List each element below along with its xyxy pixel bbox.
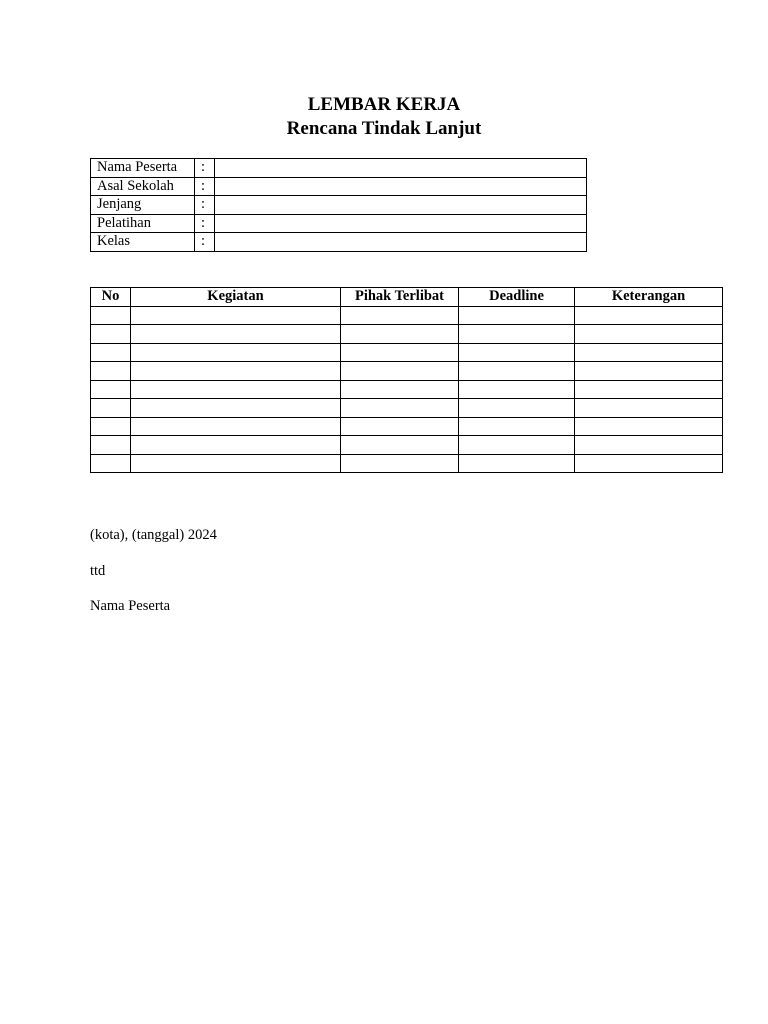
cell-pihak-terlibat[interactable] (341, 436, 459, 455)
cell-deadline[interactable] (459, 399, 575, 418)
identity-separator: : (195, 177, 215, 196)
cell-deadline[interactable] (459, 380, 575, 399)
identity-separator: : (195, 233, 215, 252)
identity-table (90, 158, 587, 252)
table-row (91, 325, 723, 344)
identity-label: Asal Sekolah (91, 177, 195, 196)
identity-label: Kelas (91, 233, 195, 252)
identity-value-field[interactable] (215, 177, 587, 196)
table-row (91, 399, 723, 418)
identity-row (91, 214, 587, 233)
cell-keterangan[interactable] (575, 362, 723, 381)
cell-pihak-terlibat[interactable] (341, 399, 459, 418)
place-date-line: (kota), (tanggal) 2024 (90, 527, 217, 543)
cell-keterangan[interactable] (575, 417, 723, 436)
cell-keterangan[interactable] (575, 436, 723, 455)
cell-no[interactable] (91, 454, 131, 473)
cell-keterangan[interactable] (575, 454, 723, 473)
identity-label: Nama Peserta (91, 159, 195, 178)
identity-value-field[interactable] (215, 159, 587, 178)
identity-label: Pelatihan (91, 214, 195, 233)
table-row (91, 343, 723, 362)
cell-kegiatan[interactable] (131, 399, 341, 418)
cell-kegiatan[interactable] (131, 380, 341, 399)
cell-kegiatan[interactable] (131, 454, 341, 473)
cell-pihak-terlibat[interactable] (341, 343, 459, 362)
document-subtitle: Rencana Tindak Lanjut (286, 118, 482, 139)
cell-no[interactable] (91, 325, 131, 344)
table-row (91, 417, 723, 436)
cell-pihak-terlibat[interactable] (341, 417, 459, 436)
table-row (91, 306, 723, 325)
cell-kegiatan[interactable] (131, 306, 341, 325)
action-plan-table (90, 287, 723, 473)
identity-value-field[interactable] (215, 233, 587, 252)
cell-pihak-terlibat[interactable] (341, 362, 459, 381)
cell-no[interactable] (91, 380, 131, 399)
cell-kegiatan[interactable] (131, 362, 341, 381)
cell-keterangan[interactable] (575, 343, 723, 362)
identity-separator: : (195, 196, 215, 215)
header-no: No (91, 288, 131, 307)
identity-value-field[interactable] (215, 196, 587, 215)
cell-pihak-terlibat[interactable] (341, 306, 459, 325)
identity-row (91, 233, 587, 252)
table-row (91, 362, 723, 381)
cell-deadline[interactable] (459, 417, 575, 436)
cell-deadline[interactable] (459, 436, 575, 455)
cell-keterangan[interactable] (575, 306, 723, 325)
cell-no[interactable] (91, 436, 131, 455)
cell-no[interactable] (91, 343, 131, 362)
cell-pihak-terlibat[interactable] (341, 454, 459, 473)
table-row (91, 436, 723, 455)
cell-no[interactable] (91, 362, 131, 381)
cell-deadline[interactable] (459, 454, 575, 473)
cell-no[interactable] (91, 417, 131, 436)
cell-pihak-terlibat[interactable] (341, 380, 459, 399)
identity-separator: : (195, 214, 215, 233)
cell-deadline[interactable] (459, 306, 575, 325)
table-header-row (91, 288, 723, 307)
participant-name-line: Nama Peserta (90, 598, 171, 614)
cell-keterangan[interactable] (575, 325, 723, 344)
identity-value-field[interactable] (215, 214, 587, 233)
cell-kegiatan[interactable] (131, 343, 341, 362)
cell-no[interactable] (91, 306, 131, 325)
cell-keterangan[interactable] (575, 380, 723, 399)
cell-kegiatan[interactable] (131, 436, 341, 455)
identity-label: Jenjang (91, 196, 195, 215)
identity-separator: : (195, 159, 215, 178)
cell-deadline[interactable] (459, 362, 575, 381)
cell-kegiatan[interactable] (131, 417, 341, 436)
cell-no[interactable] (91, 399, 131, 418)
identity-row (91, 159, 587, 178)
table-row (91, 380, 723, 399)
signature-mark: ttd (90, 563, 106, 579)
identity-row (91, 196, 587, 215)
cell-pihak-terlibat[interactable] (341, 325, 459, 344)
action-plan-body (91, 306, 723, 473)
cell-kegiatan[interactable] (131, 325, 341, 344)
table-row (91, 454, 723, 473)
cell-deadline[interactable] (459, 325, 575, 344)
header-pihak-terlibat: Pihak Terlibat (341, 288, 459, 307)
header-kegiatan: Kegiatan (131, 288, 341, 307)
identity-row (91, 177, 587, 196)
document-title: LEMBAR KERJA (307, 94, 461, 115)
cell-deadline[interactable] (459, 343, 575, 362)
cell-keterangan[interactable] (575, 399, 723, 418)
document-title-block (0, 93, 768, 141)
header-deadline: Deadline (459, 288, 575, 307)
header-keterangan: Keterangan (575, 288, 723, 307)
